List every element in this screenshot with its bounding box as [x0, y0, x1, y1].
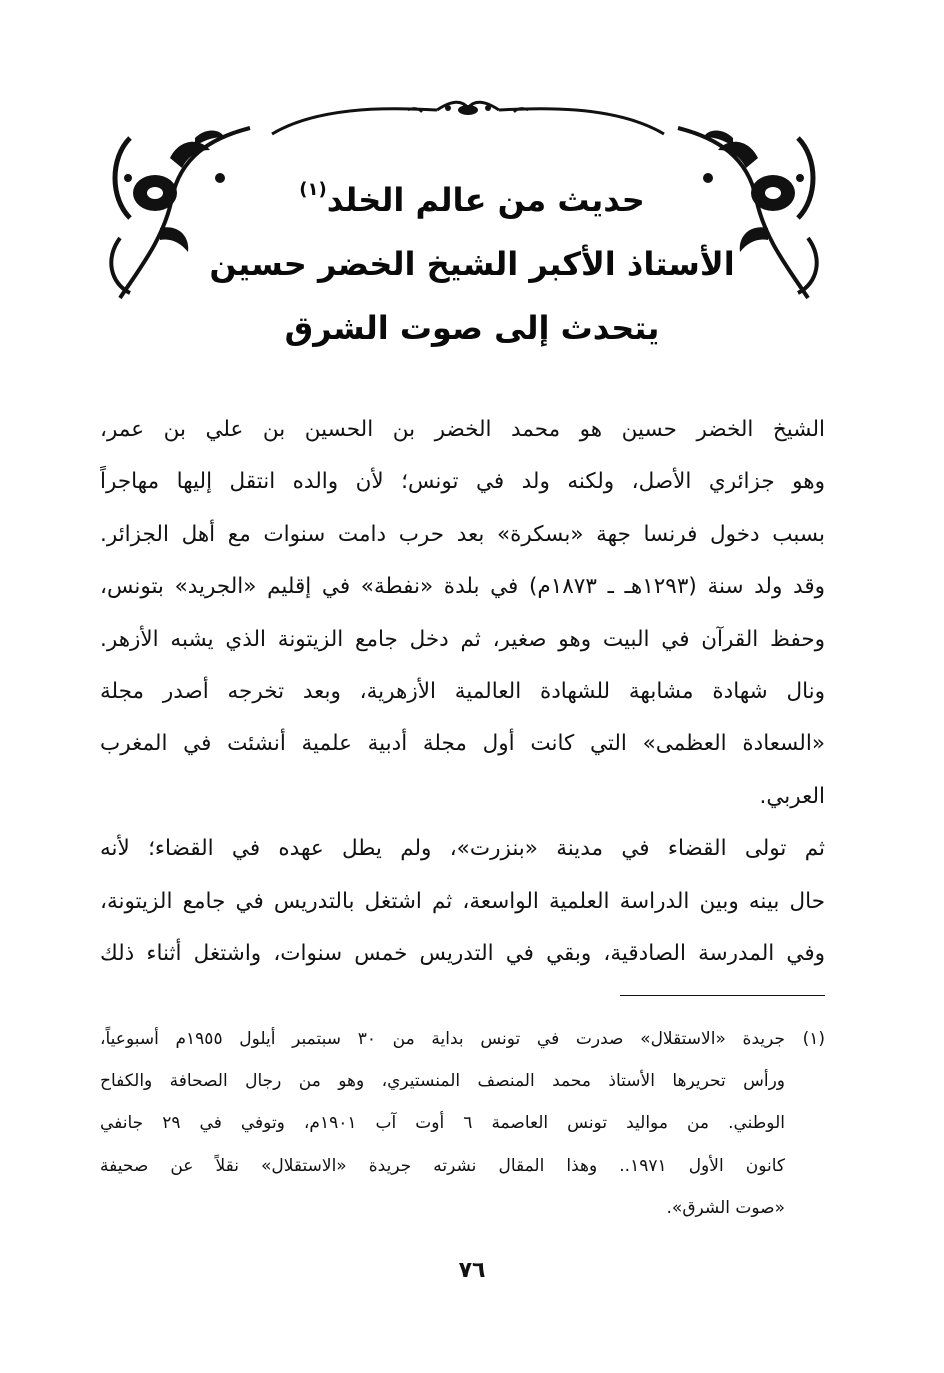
body-line: وحفظ القرآن في البيت وهو صغير، ثم دخل جامع الزيتونة الذي يشبه الأزهر.: [100, 626, 825, 652]
footnote: [100, 1018, 825, 1229]
title-line-1-text: حديث من عالم الخلد: [326, 181, 645, 219]
title-line-2: الأستاذ الأكبر الشيخ الخضر حسين: [209, 245, 735, 283]
footnote-separator: [620, 995, 825, 996]
body-line: بسبب دخول فرنسا جهة «بسكرة» بعد حرب دامت سنوات مع أهل الجزائر.: [100, 521, 825, 547]
body-line: ثم تولى القضاء في مدينة «بنزرت»، ولم يطل عهده في القضاء؛ لأنه: [100, 836, 825, 862]
body-text: [100, 404, 825, 980]
body-line: «السعادة العظمى» التي كانت أول مجلة أدبية علمية أنشئت في المغرب: [100, 731, 825, 757]
body-line: وقد ولد سنة (١٢٩٣هـ ـ ١٨٧٣م) في بلدة «نفطة» في إقليم «الجريد» بتونس،: [100, 574, 825, 600]
footnote-line: «صوت الشرق».: [666, 1197, 785, 1218]
chapter-title: [150, 168, 794, 360]
footnote-marker: (١): [802, 1029, 825, 1049]
body-line: حال بينه وبين الدراسة العلمية الواسعة، ثم اشتغل بالتدريس في جامع الزيتونة،: [100, 888, 825, 914]
body-line: الشيخ الخضر حسين هو محمد الخضر بن الحسين بن علي بن عمر،: [100, 417, 825, 442]
page-number: ٧٦: [458, 1258, 486, 1283]
footnote-line: الوطني. من مواليد تونس العاصمة ٦ أوت آب ١٩٠١م، وتوفي في ٢٩ جانفي: [100, 1113, 785, 1134]
footnote-line: كانون الأول ١٩٧١.. وهذا المقال نشرته جريدة «الاستقلال» نقلاً عن صحيفة: [100, 1155, 786, 1176]
title-footnote-marker[interactable]: (١): [299, 179, 327, 200]
title-line-1: [150, 168, 794, 232]
body-line: العربي.: [759, 783, 825, 809]
body-line: وفي المدرسة الصادقية، وبقي في التدريس خمس سنوات، واشتغل أثناء ذلك: [100, 940, 825, 966]
title-line-3: يتحدث إلى صوت الشرق: [284, 309, 660, 347]
top-flourish-ornament: [262, 94, 674, 144]
footnote-line: [100, 1018, 825, 1060]
body-line: وهو جزائري الأصل، ولكنه ولد في تونس؛ لأن والده انتقل إليها مهاجراً: [100, 469, 825, 495]
body-line: ونال شهادة مشابهة للشهادة العالمية الأزهرية، وبعد تخرجه أصدر مجلة: [100, 678, 825, 704]
footnote-line-text: جريدة «الاستقلال» صدرت في تونس بداية من ٣٠ سبتمبر أيلول ١٩٥٥م أسبوعياً،: [100, 1029, 786, 1049]
footnote-line: ورأس تحريرها الأستاذ محمد المنصف المنستيري، وهو من رجال الصحافة والكفاح: [100, 1071, 785, 1092]
